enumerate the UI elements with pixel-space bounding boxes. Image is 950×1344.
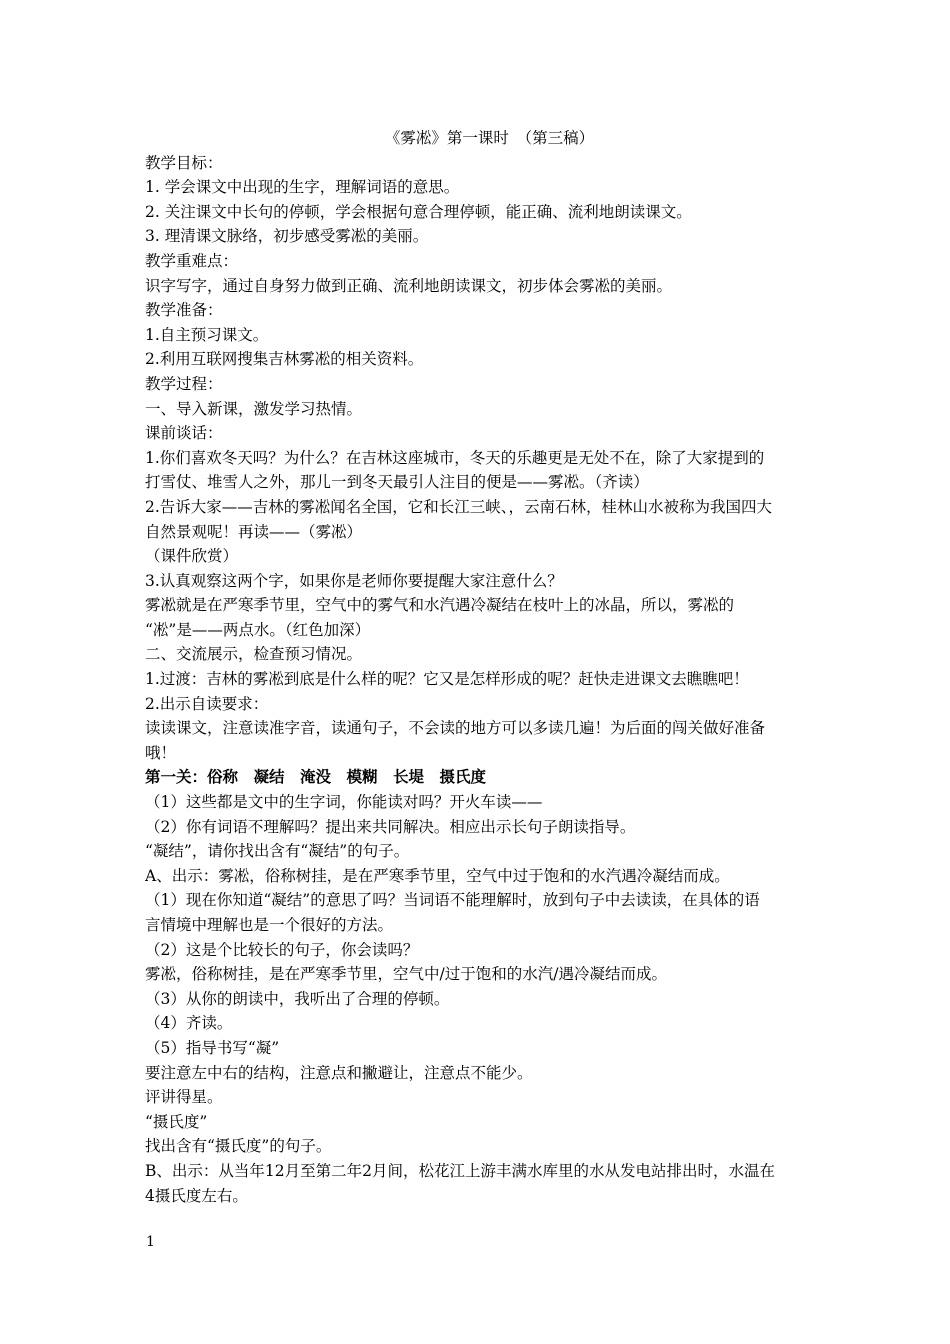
paragraph-line: 言情境中理解也是一个很好的方法。: [145, 916, 394, 934]
paragraph-line: 哦！: [145, 743, 177, 762]
paragraph-line: 4摄氏度左右。: [145, 1186, 248, 1205]
paragraph-line: （1）这些都是文中的生字词，你能读对吗？开火车读——: [145, 793, 543, 812]
paragraph-line: 打雪仗、堆雪人之外，那儿一到冬天最引人注目的便是——雾凇。（齐读）: [145, 473, 649, 492]
goal-item-1: 1. 学会课文中出现的生字，理解词语的意思。: [145, 178, 460, 197]
paragraph-line: 评讲得星。: [145, 1088, 223, 1107]
paragraph-line: B、出示：从当年12月至第二年2月间，松花江上游丰满水库里的水从发电站排出时，水温在: [145, 1161, 775, 1180]
paragraph-line: 雾凇就是在严寒季节里，空气中的雾气和水汽遇冷凝结在枝叶上的冰晶，所以，雾凇的: [145, 596, 735, 615]
page-number: 1: [146, 1234, 155, 1250]
paragraph-line: 2.告诉大家——吉林的雾凇闻名全国，它和长江三峡、，云南石林，桂林山水被称为我国四大: [145, 497, 773, 516]
paragraph-line: （1）现在你知道“凝结”的意思了吗？当词语不能理解时，放到句子中去读读，在具体的语: [145, 891, 760, 910]
process-step-1-heading: 一、导入新课，激发学习热情。: [145, 399, 363, 418]
paragraph-line: 找出含有“摄氏度”的句子。: [145, 1137, 332, 1156]
paragraph-line: （课件欣赏）: [145, 547, 239, 566]
paragraph-line: “凝结”，请你找出含有“凝结”的句子。: [145, 842, 410, 861]
section-heading-process: 教学过程：: [145, 374, 223, 393]
paragraph-line: （2）这是个比较长的句子，你会读吗？: [145, 940, 419, 959]
paragraph-line: 3.认真观察这两个字，如果你是老师你要提醒大家注意什么？: [145, 571, 563, 590]
document-title: 《雾凇》第一课时 （第三稿）: [384, 129, 595, 147]
paragraph-line: （2）你有词语不理解吗？提出来共同解决。相应出示长句子朗读指导。: [145, 817, 636, 836]
paragraph-line: （3）从你的朗读中，我听出了合理的停顿。: [145, 989, 450, 1008]
section-heading-preparation: 教学准备：: [145, 301, 223, 320]
paragraph-line: 自然景观呢！再读——（雾凇）: [145, 522, 363, 541]
paragraph-line: 1.你们喜欢冬天吗？为什么？在吉林这座城市，冬天的乐趣更是无处不在，除了大家提到的: [145, 448, 765, 467]
paragraph-line: A、出示：雾凇，俗称树挂，是在严寒季节里，空气中过于饱和的水汽遇冷凝结而成。: [145, 866, 730, 885]
paragraph-line: 要注意左中右的结构，注意点和撇避让，注意点不能少。: [145, 1063, 533, 1082]
process-step-2-heading: 二、交流展示，检查预习情况。: [145, 645, 363, 664]
preparation-item-2: 2.利用互联网搜集吉林雾凇的相关资料。: [145, 350, 424, 369]
preparation-item-1: 1.自主预习课文。: [145, 325, 269, 344]
paragraph-line: 雾凇，俗称树挂，是在严寒季节里，空气中/过于饱和的水汽/遇冷凝结而成。: [145, 965, 667, 984]
paragraph-line: “凇”是——两点水。（红色加深）: [145, 620, 371, 639]
paragraph-line: （4）齐读。: [145, 1014, 233, 1033]
section-heading-key-points: 教学重难点：: [145, 251, 239, 270]
paragraph-line: 读读课文，注意读准字音，读通句子，不会读的地方可以多读几遍！为后面的闯关做好准备: [145, 719, 766, 738]
goal-item-2: 2. 关注课文中长句的停顿，学会根据句意合理停顿，能正确、流利地朗读课文。: [145, 202, 692, 221]
section-heading-goals: 教学目标：: [145, 153, 223, 172]
paragraph-line: 1.过渡：吉林的雾凇到底是什么样的呢？它又是怎样形成的呢？赶快走进课文去瞧瞧吧！: [145, 670, 749, 689]
paragraph-line: “摄氏度”: [145, 1112, 208, 1131]
paragraph-line: 2.出示自读要求：: [145, 694, 269, 713]
paragraph-line: （5）指导书写“凝”: [145, 1038, 280, 1057]
document-body: [145, 126, 810, 1208]
goal-item-3: 3. 理清课文脉络，初步感受雾凇的美丽。: [145, 227, 429, 246]
pre-class-talk-heading: 课前谈话：: [145, 424, 223, 443]
key-points-text: 识字写字，通过自身努力做到正确、流利地朗读课文，初步体会雾凇的美丽。: [145, 276, 673, 295]
level-one-heading: 第一关：俗称 凝结 淹没 模糊 长堤 摄氏度: [145, 767, 487, 787]
